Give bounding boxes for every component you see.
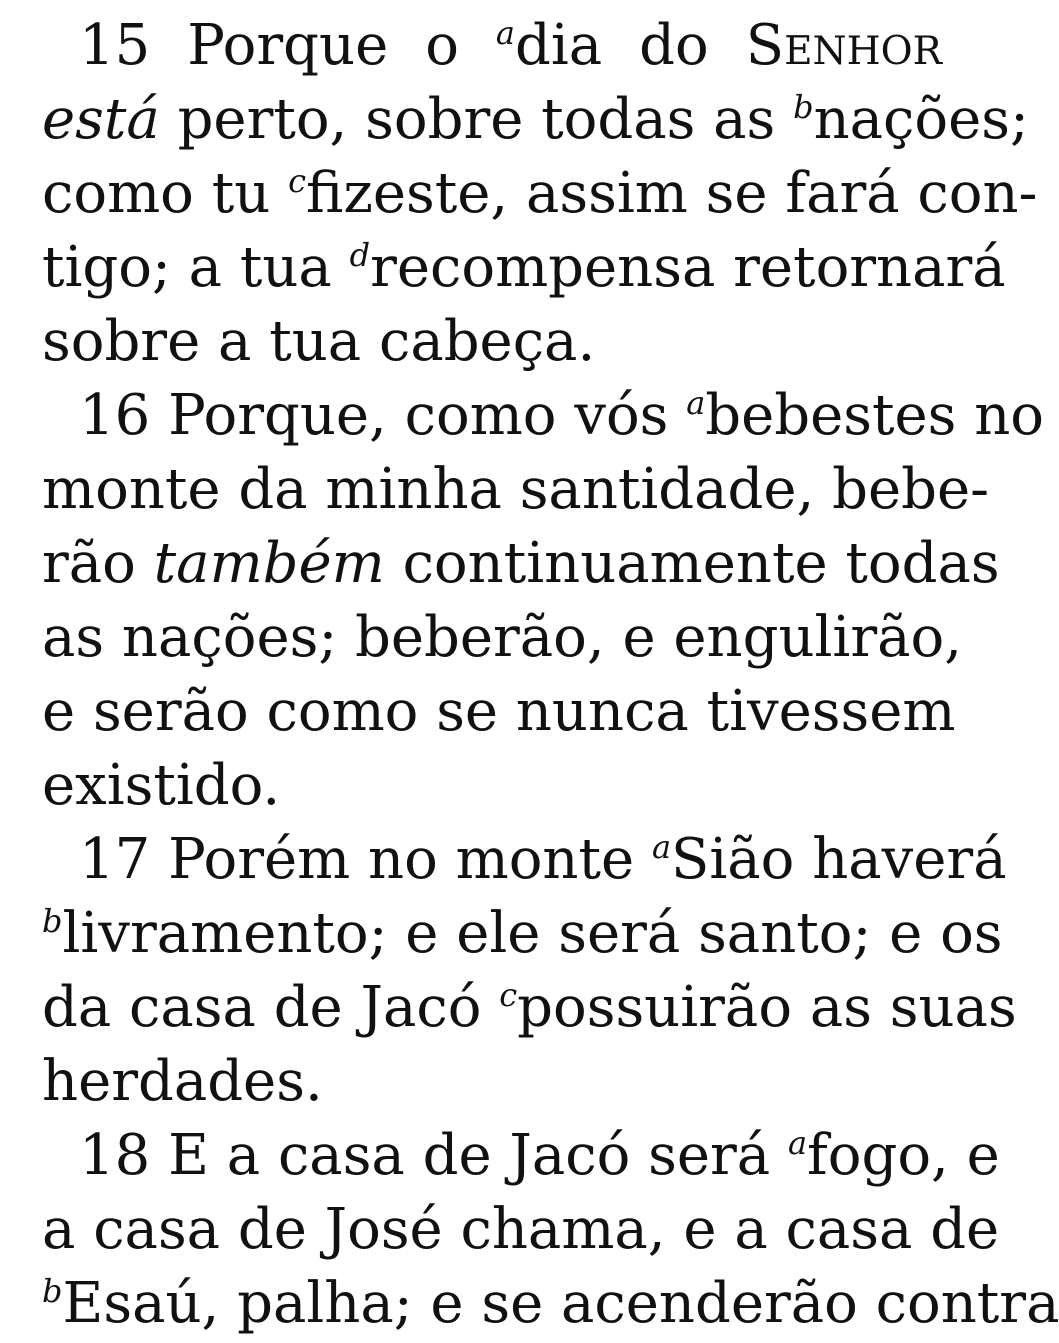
footnote-marker[interactable]: c (499, 976, 518, 1014)
verse-15-line-3: como tu $^c$fizeste, assim se fará con- (42, 161, 1038, 226)
verse-17-line-4: herdades. (42, 1049, 323, 1114)
verse-number: 18 (79, 1123, 151, 1188)
verse-number: 17 (79, 827, 151, 892)
footnote-marker[interactable]: b (793, 88, 814, 126)
verse-17-line-3: da casa de Jacó $^c$possuirão as suas (42, 975, 1017, 1040)
footnote-marker[interactable]: d (349, 236, 371, 274)
verse-16-line-3: rão também continuamente todas (42, 531, 1000, 596)
verse-18-line-1: 18 E a casa de Jacó será $^a$fogo, e (79, 1123, 1000, 1188)
verse-16-line-2: monte da minha santidade, bebe- (42, 457, 990, 522)
footnote-marker[interactable]: b (42, 1272, 63, 1310)
verse-15-line-4: tigo; a tua $^d$recompensa retornará (42, 235, 1006, 300)
verse-16-line-5: e serão como se nunca tivessem (42, 679, 956, 744)
verse-16-line-6: existido. (42, 753, 281, 818)
footnote-marker[interactable]: a (495, 14, 515, 52)
footnote-marker[interactable]: a (651, 828, 672, 866)
verse-16-line-1: 16 Porque, como vós $^a$bebestes no (79, 383, 1044, 448)
verse-18-line-2: a casa de José chama, e a casa de (42, 1197, 1000, 1262)
footnote-marker[interactable]: a (787, 1124, 808, 1162)
verse-15-line-5: sobre a tua cabeça. (42, 309, 596, 374)
divine-name: Senhor (745, 13, 943, 78)
footnote-marker[interactable]: c (288, 162, 306, 200)
footnote-marker[interactable]: b (42, 902, 63, 940)
verse-16-line-4: as nações; beberão, e engulirão, (42, 605, 963, 670)
verse-number: 15 (79, 13, 151, 78)
verse-17-line-1: 17 Porém no monte $^a$Sião haverá (79, 827, 1007, 892)
verse-15-line-2: está perto, sobre todas as $^b$nações; (42, 87, 1029, 152)
verse-15-line-1: 15 Porque o $^a$dia do Senhor (79, 13, 943, 78)
verse-number: 16 (79, 383, 151, 448)
footnote-marker[interactable]: a (686, 384, 706, 422)
verse-17-line-2: $^b$livramento; e ele será santo; e os (42, 901, 1003, 966)
verse-18-line-3: $^b$Esaú, palha; e se acenderão contra (42, 1271, 1059, 1336)
